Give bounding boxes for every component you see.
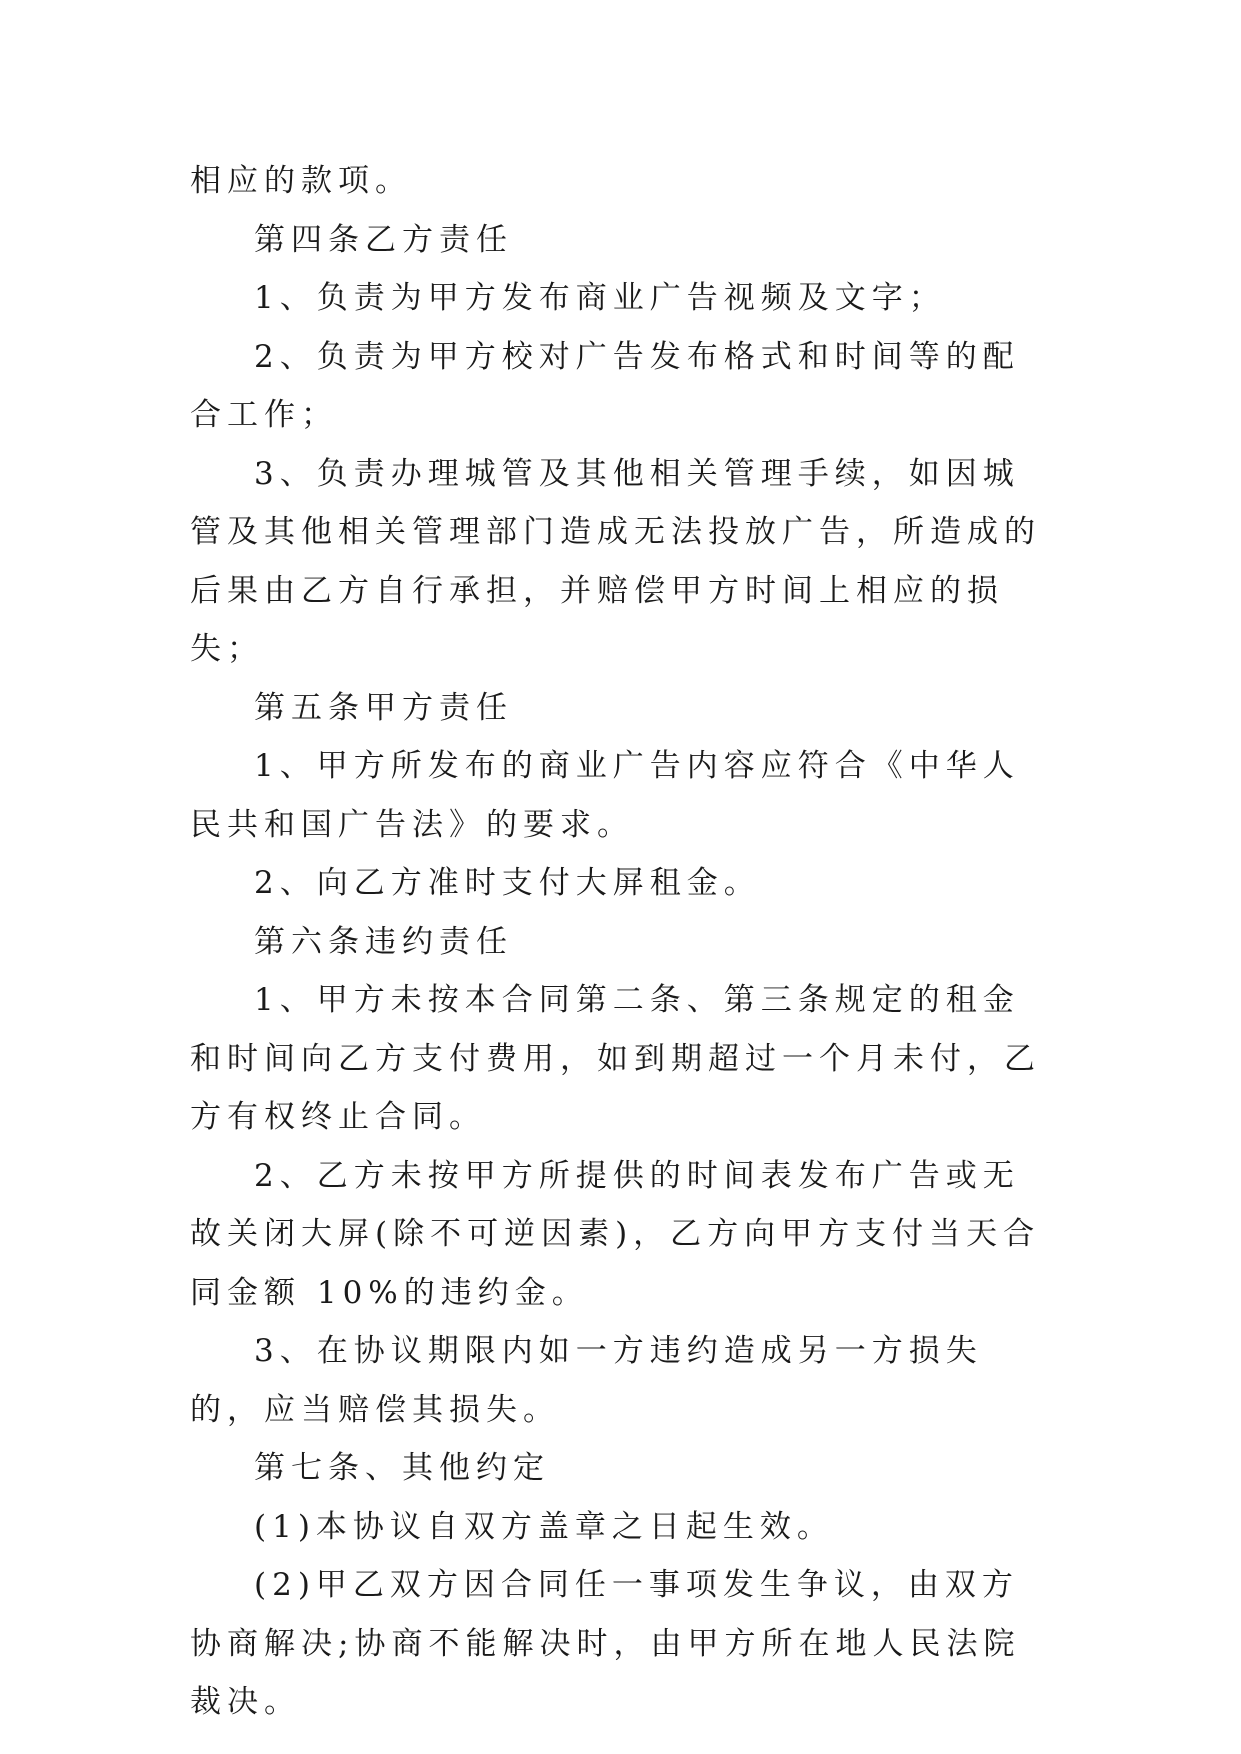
paragraph: 2、乙方未按甲方所提供的时间表发布广告或无故关闭大屏(除不可逆因素)，乙方向甲方支付当天合同金额 10%的违约金。 bbox=[190, 1157, 1041, 1311]
paragraph: (1)本协议自双方盖章之日起生效。 bbox=[254, 1508, 834, 1545]
paragraph: 2、负责为甲方校对广告发布格式和时间等的配合工作； bbox=[190, 338, 1020, 433]
document-body bbox=[190, 152, 1050, 1732]
paragraph: 1、甲方所发布的商业广告内容应符合《中华人民共和国广告法》的要求。 bbox=[190, 748, 1020, 843]
section-heading: 第四条乙方责任 bbox=[254, 221, 513, 258]
paragraph: 1、甲方未按本合同第二条、第三条规定的租金和时间向乙方支付费用，如到期超过一个月未付，乙方有权终止合同。 bbox=[190, 982, 1041, 1135]
section-heading: 第六条违约责任 bbox=[254, 923, 513, 960]
paragraph: 相应的款项。 bbox=[190, 163, 412, 199]
section-heading: 第七条、其他约定 bbox=[254, 1450, 550, 1486]
paragraph: 3、在协议期限内如一方违约造成另一方损失的，应当赔偿其损失。 bbox=[190, 1333, 983, 1428]
section-heading: 第五条甲方责任 bbox=[254, 689, 513, 726]
paragraph: (2)甲乙双方因合同任一事项发生争议，由双方协商解决;协商不能解决时，由甲方所在地人民法院裁决。 bbox=[190, 1567, 1021, 1720]
paragraph: 1、负责为甲方发布商业广告视频及文字； bbox=[254, 280, 946, 316]
paragraph: 3、负责办理城管及其他相关管理手续，如因城管及其他相关管理部门造成无法投放广告，所造成的后果由乙方自行承担，并赔偿甲方时间上相应的损失； bbox=[190, 455, 1041, 667]
paragraph: 2、向乙方准时支付大屏租金。 bbox=[254, 865, 761, 901]
